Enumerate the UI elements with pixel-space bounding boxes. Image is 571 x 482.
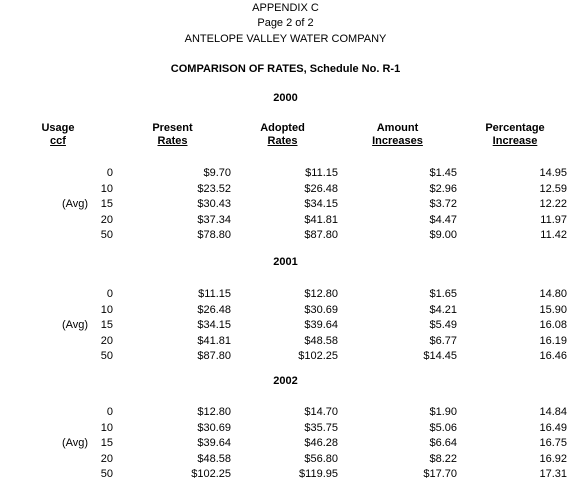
row-percentage-increase: 16.49	[539, 421, 567, 434]
row-usage: 15	[100, 319, 113, 332]
row-percentage-increase: 16.08	[539, 319, 567, 332]
row-percentage-increase: 17.31	[539, 468, 567, 481]
row-amount-increase: $6.77	[429, 334, 457, 347]
row-present-rate: $23.52	[197, 182, 231, 195]
row-amount-increase: $1.65	[429, 288, 457, 300]
row-percentage-increase: 11.42	[540, 229, 567, 242]
row-adopted-rate: $102.25	[298, 350, 338, 363]
row-adopted-rate: $11.15	[305, 167, 338, 179]
table-row	[0, 183, 571, 197]
row-usage: 10	[100, 303, 113, 316]
table-row	[0, 437, 571, 451]
row-amount-increase: $1.90	[429, 406, 457, 418]
page-number: Page 2 of 2	[257, 17, 314, 29]
row-adopted-rate: $35.75	[304, 421, 338, 434]
col-header-present-line1: Present	[152, 122, 193, 134]
col-header-amount	[360, 122, 435, 148]
row-usage: 0	[106, 288, 113, 300]
row-usage: 20	[100, 334, 113, 347]
row-percentage-increase: 11.97	[540, 213, 567, 226]
row-avg-label: (Avg)	[62, 198, 89, 211]
table-row	[0, 406, 571, 420]
col-header-usage	[38, 122, 78, 148]
row-percentage-increase: 16.75	[539, 437, 567, 450]
row-adopted-rate: $87.80	[304, 229, 338, 242]
table-row	[0, 214, 571, 228]
col-header-amount-line2: Increases	[372, 135, 423, 147]
row-present-rate: $41.81	[197, 334, 231, 347]
row-usage: 20	[100, 452, 113, 465]
col-header-usage-line1: Usage	[41, 122, 75, 134]
row-usage: 10	[100, 182, 113, 195]
row-present-rate: $30.43	[197, 198, 231, 211]
row-percentage-increase: 12.59	[539, 182, 567, 195]
col-header-pct-line1: Percentage	[485, 122, 545, 134]
row-amount-increase: $4.47	[429, 213, 457, 226]
row-amount-increase: $5.49	[429, 319, 457, 332]
row-adopted-rate: $119.95	[299, 468, 338, 481]
appendix-label: APPENDIX C	[252, 2, 319, 14]
col-header-adopted	[255, 122, 310, 148]
row-present-rate: $34.15	[197, 319, 231, 332]
row-amount-increase: $5.06	[429, 421, 457, 434]
row-present-rate: $39.64	[197, 437, 231, 450]
row-adopted-rate: $26.48	[304, 182, 338, 195]
row-percentage-increase: 12.22	[539, 198, 567, 211]
row-amount-increase: $4.21	[429, 303, 457, 316]
row-amount-increase: $2.96	[429, 182, 457, 195]
row-present-rate: $78.80	[197, 229, 231, 242]
row-usage: 15	[100, 437, 113, 450]
col-header-pct	[475, 122, 555, 148]
row-amount-increase: $3.72	[429, 198, 457, 211]
document-title: COMPARISON OF RATES, Schedule No. R-1	[170, 63, 401, 75]
company-name: ANTELOPE VALLEY WATER COMPANY	[184, 33, 387, 45]
row-usage: 0	[106, 167, 113, 179]
row-amount-increase: $14.45	[423, 350, 457, 363]
row-percentage-increase: 15.90	[539, 303, 567, 316]
table-row	[0, 167, 571, 181]
row-present-rate: $9.70	[203, 167, 231, 179]
row-adopted-rate: $46.28	[304, 437, 338, 450]
row-present-rate: $12.80	[197, 406, 231, 418]
row-usage: 0	[106, 406, 113, 418]
row-percentage-increase: 16.19	[539, 334, 567, 347]
row-present-rate: $102.25	[191, 468, 231, 481]
col-header-adopted-line2: Rates	[267, 135, 298, 147]
table-row	[0, 288, 571, 302]
row-percentage-increase: 14.80	[539, 288, 567, 300]
row-adopted-rate: $39.64	[304, 319, 338, 332]
row-adopted-rate: $12.80	[304, 288, 338, 300]
row-usage: 10	[100, 421, 113, 434]
table-row	[0, 335, 571, 349]
row-usage: 15	[100, 198, 113, 211]
row-percentage-increase: 16.92	[539, 452, 567, 465]
row-amount-increase: $17.70	[423, 468, 457, 481]
col-header-present	[150, 122, 195, 148]
table-row	[0, 229, 571, 243]
section-year: 2001	[273, 256, 298, 268]
col-header-adopted-line1: Adopted	[260, 122, 305, 134]
row-usage: 50	[100, 350, 113, 363]
table-row	[0, 304, 571, 318]
col-header-usage-line2: ccf	[50, 135, 66, 147]
row-usage: 50	[100, 229, 113, 242]
col-header-amount-line1: Amount	[376, 122, 419, 134]
row-percentage-increase: 16.46	[539, 350, 567, 363]
row-present-rate: $48.58	[197, 452, 231, 465]
row-adopted-rate: $14.70	[304, 406, 338, 418]
row-present-rate: $11.15	[198, 288, 231, 300]
row-usage: 20	[100, 213, 113, 226]
table-row	[0, 319, 571, 333]
table-row	[0, 422, 571, 436]
section-year: 2000	[273, 92, 298, 104]
row-amount-increase: $9.00	[429, 229, 457, 242]
row-avg-label: (Avg)	[62, 319, 89, 332]
row-present-rate: $26.48	[197, 303, 231, 316]
row-usage: 50	[100, 468, 113, 481]
row-adopted-rate: $48.58	[304, 334, 338, 347]
section-year: 2002	[273, 375, 298, 387]
col-header-present-line2: Rates	[157, 135, 188, 147]
row-adopted-rate: $56.80	[304, 452, 338, 465]
table-row	[0, 453, 571, 467]
row-avg-label: (Avg)	[62, 437, 89, 450]
row-percentage-increase: 14.84	[539, 406, 567, 418]
row-amount-increase: $6.64	[429, 437, 457, 450]
row-present-rate: $37.34	[197, 213, 231, 226]
row-adopted-rate: $41.81	[304, 213, 338, 226]
row-present-rate: $30.69	[197, 421, 231, 434]
row-adopted-rate: $30.69	[304, 303, 338, 316]
table-row	[0, 198, 571, 212]
row-present-rate: $87.80	[197, 350, 231, 363]
col-header-pct-line2: Increase	[492, 135, 538, 147]
table-row	[0, 350, 571, 364]
row-amount-increase: $8.22	[429, 452, 457, 465]
row-amount-increase: $1.45	[429, 167, 457, 179]
row-percentage-increase: 14.95	[539, 167, 567, 179]
row-adopted-rate: $34.15	[304, 198, 338, 211]
